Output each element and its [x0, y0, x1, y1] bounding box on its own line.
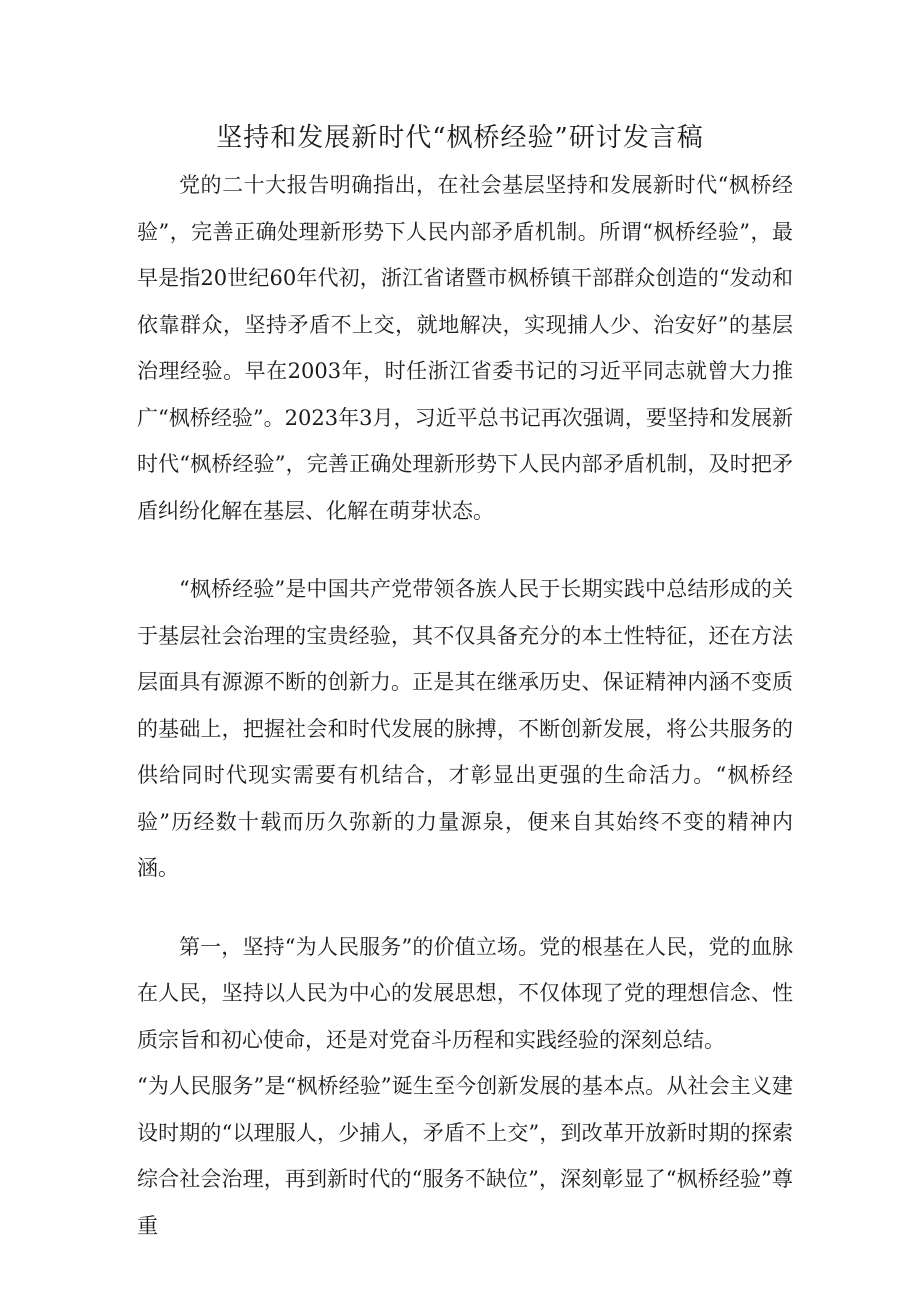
paragraph-3: 第一，坚持“为人民服务”的价值立场。党的根基在人民，党的血脉在人民，坚持以人民为中心的发展思想，不仅体现了党的理想信念、性质宗旨和初心使命，还是对党奋斗历程和实践经验的深刻总结。	[137, 934, 793, 1052]
paragraph-1: 党的二十大报告明确指出，在社会基层坚持和发展新时代“枫桥经验”，完善正确处理新形势下人民内部矛盾机制。所谓“枫桥经验”，最早是指20世纪60年代初，浙江省诸暨市枫桥镇干部群众创造的“发动和依靠群众，坚持矛盾不上交，就地解决，实现捕人少、治安好”的基层治理经验。早在2003年，时任浙江省委书记的习近平同志就曾大力推广“枫桥经验”。2023年3月，习近平总书记再次强调，要坚持和发展新时代“枫桥经验”，完善正确处理新形势下人民内部矛盾机制，及时把矛盾纠纷化解在基层、化解在萌芽状态。	[137, 173, 793, 523]
document-body	[137, 162, 793, 1249]
paragraph-4: “为人民服务”是“枫桥经验”诞生至今创新发展的基本点。从社会主义建设时期的“以理服人，少捕人，矛盾不上交”，到改革开放新时期的探索综合社会治理，再到新时代的“服务不缺位”，深刻彰显了“枫桥经验”尊重	[137, 1074, 793, 1238]
paragraph-2: “枫桥经验”是中国共产党带领各族人民于长期实践中总结形成的关于基层社会治理的宝贵经验，其不仅具备充分的本土性特征，还在方法层面具有源源不断的创新力。正是其在继承历史、保证精神内涵不变质的基础上，把握社会和时代发展的脉搏，不断创新发展，将公共服务的供给同时代现实需要有机结合，才彰显出更强的生命活力。“枫桥经验”历经数十载而历久弥新的力量源泉，便来自其始终不变的精神内涵。	[137, 577, 793, 880]
document-title: 坚持和发展新时代“枫桥经验”研讨发言稿	[216, 123, 704, 153]
